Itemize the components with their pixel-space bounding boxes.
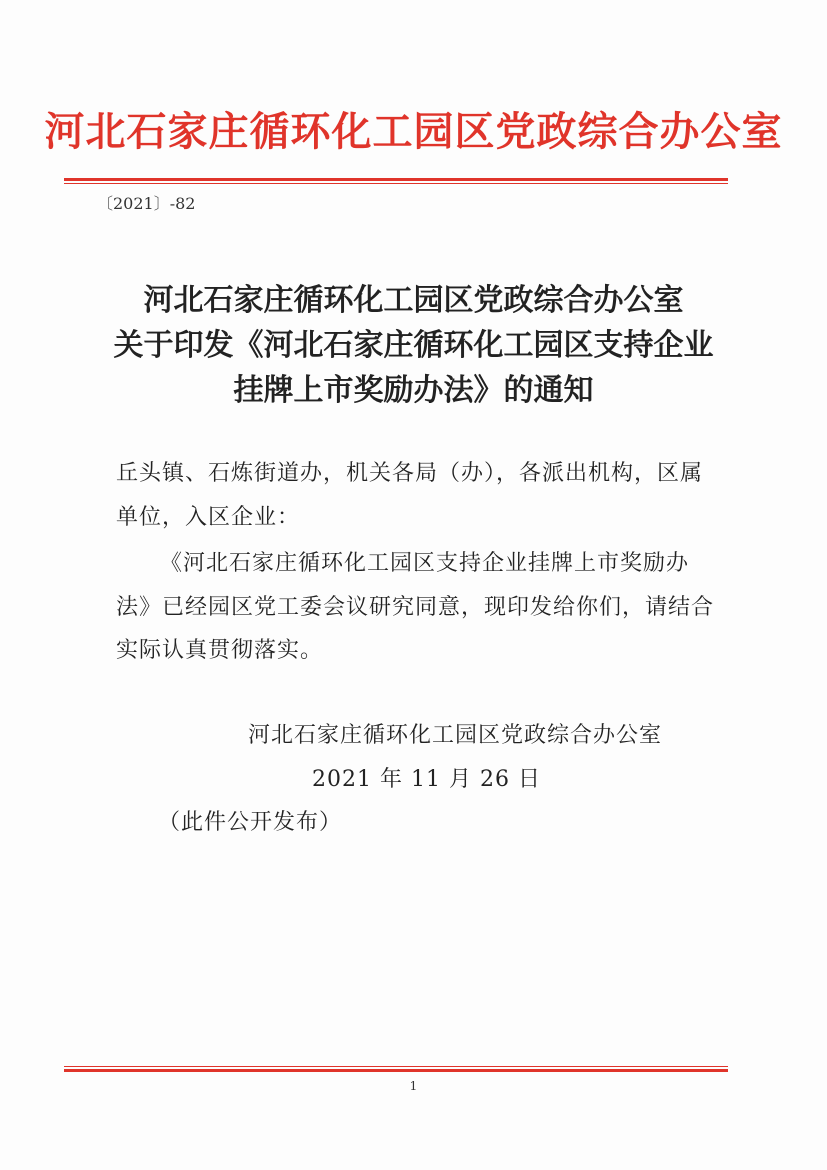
body-line-2: 法》已经园区党工委会议研究同意，现印发给你们，请结合	[116, 595, 715, 620]
recipients-line-1: 丘头镇、石炼街道办，机关各局（办），各派出机构，区属	[116, 461, 704, 486]
header-rule-thin	[64, 183, 728, 184]
signature-date: 2021 年 11 月 26 日	[312, 767, 541, 792]
title-line-3: 挂牌上市奖励办法》的通知	[233, 373, 594, 408]
page-number: 1	[409, 1079, 418, 1093]
body-line-3: 实际认真贯彻落实。	[116, 638, 324, 663]
signature-org: 河北石家庄循环化工园区党政综合办公室	[248, 723, 663, 748]
body-line-1: 《河北石家庄循环化工园区支持企业挂牌上市奖励办	[160, 551, 690, 576]
document-number: 〔2021〕-82	[97, 194, 196, 213]
header-rule-thick	[64, 178, 728, 181]
footer-rule-thick	[64, 1069, 728, 1072]
title-line-1: 河北石家庄循环化工园区党政综合办公室	[143, 283, 684, 318]
recipients-line-2: 单位，入区企业：	[116, 505, 301, 530]
footer-rule-thin	[64, 1066, 728, 1067]
publication-note: （此件公开发布）	[158, 810, 343, 835]
title-line-2: 关于印发《河北石家庄循环化工园区支持企业	[113, 328, 714, 363]
issuer-header: 河北石家庄循环化工园区党政综合办公室	[44, 108, 783, 155]
